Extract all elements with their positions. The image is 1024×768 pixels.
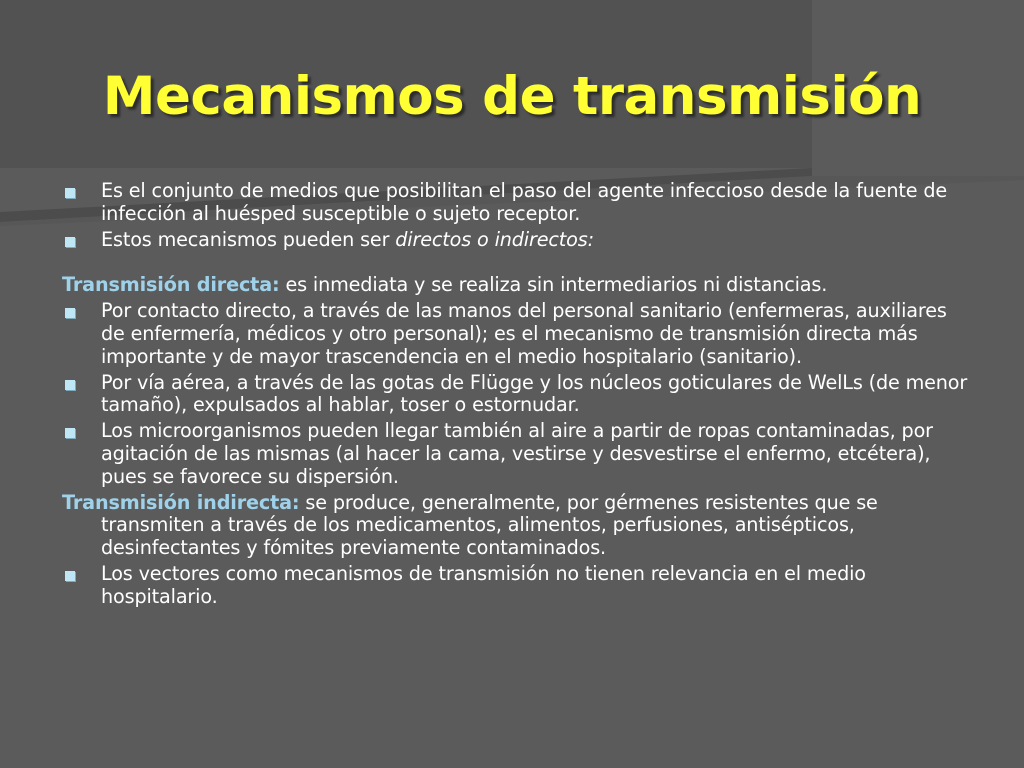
square-bullet-icon [65,571,75,581]
bullet-text: Por contacto directo, a través de las manos del personal sanitario (enfermeras, auxiliares de enfermería, médicos y otro personal); es el mecanismo de transmisión directa más importante y de mayor trascendencia en el medio hospitalario (sanitario). [101,299,947,368]
bullet-text: Es el conjunto de medios que posibilitan el paso del agente infeccioso desde la fuente de infección al huésped susceptible o sujeto receptor. [101,179,948,225]
bullet-item [62,180,972,226]
bullet-item [62,372,972,418]
bullet-text: Los microorganismos pueden llegar también al aire a partir de ropas contaminadas, por agitación de las mismas (al hacer la cama, vestirse y desvestirse el enfermo, etcétera), pues se favorece su dispersión. [101,419,933,488]
bullet-text: Estos mecanismos pueden ser [101,227,396,251]
bullet-item [62,229,972,252]
spacer [62,254,972,274]
indirect-transmission-label: Transmisión indirecta: [62,490,300,514]
square-bullet-icon [65,428,75,438]
bullet-text-italic: directos o indirectos: [395,227,594,251]
bullet-text: Por vía aérea, a través de las gotas de Flügge y los núcleos goticulares de WelLs (de menor tamaño), expulsados al hablar, toser o estornudar. [101,370,968,417]
square-bullet-icon [65,308,75,318]
bullet-item [62,420,972,488]
bullet-item [62,563,972,609]
slide-title: Mecanismos de transmisión [102,66,922,127]
bullet-item [62,300,972,368]
direct-transmission-text: es inmediata y se realiza sin intermediarios ni distancias. [279,273,828,297]
bullet-text: Los vectores como mecanismos de transmisión no tienen relevancia en el medio hospitalario. [101,561,866,608]
direct-transmission-label: Transmisión directa: [62,273,280,297]
direct-transmission-heading [62,274,972,297]
indirect-transmission-heading [62,492,972,560]
indirect-transmission-text: se produce, generalmente, por gérmenes resistentes que se transmiten a través de los medicamentos, alimentos, perfusiones, antisépticos, desinfectantes y fómites previamente contaminados. [101,490,878,560]
square-bullet-icon [65,380,75,390]
square-bullet-icon [65,237,75,247]
square-bullet-icon [65,188,75,198]
slide-body [62,180,972,612]
